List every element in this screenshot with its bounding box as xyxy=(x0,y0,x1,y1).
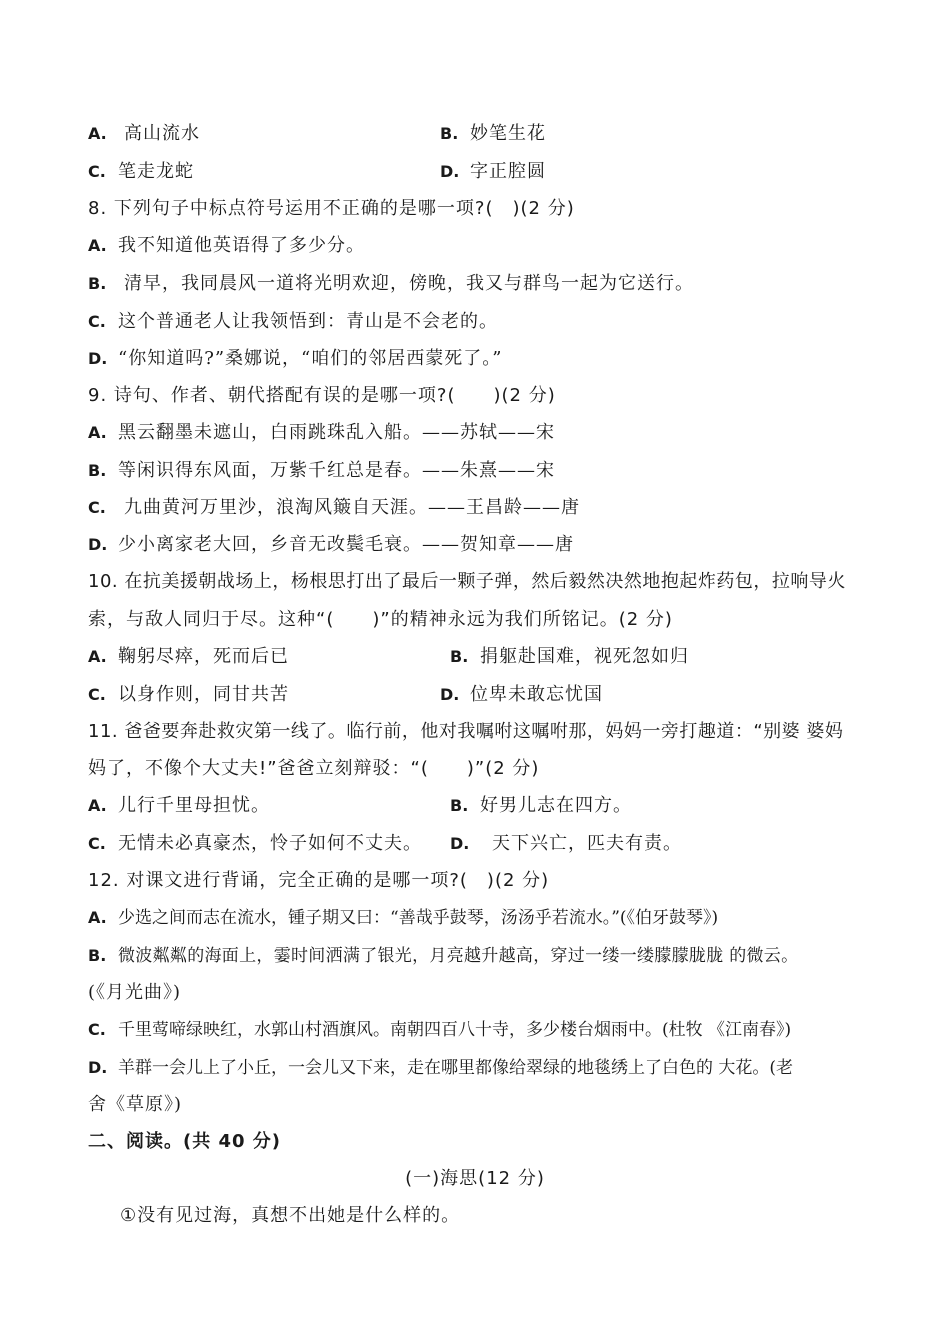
option-text: 位卑未敢忘忧国 xyxy=(470,684,603,705)
q11-stem-line2: 妈了，不像个大丈夫!”爸爸立刻辩驳：“( )”(2 分) xyxy=(88,758,540,779)
q10-option-a xyxy=(88,645,289,669)
option-text: 微波粼粼的海面上，霎时间洒满了银光，月亮越升越高，穿过一缕一缕朦朦胧胧 的微云。 xyxy=(118,946,799,966)
option-letter: B. xyxy=(450,647,469,666)
q8-option-b xyxy=(88,272,694,296)
option-text: 少小离家老大回，乡音无改鬓毛衰。——贺知章——唐 xyxy=(118,534,574,555)
option-letter: C. xyxy=(88,312,106,331)
option-letter: B. xyxy=(88,274,107,293)
option-letter: C. xyxy=(88,498,106,517)
passage-paragraph: ①没有见过海，真想不出她是什么样的。 xyxy=(120,1205,461,1226)
option-text: 羊群一会儿上了小丘，一会儿又下来，走在哪里都像给翠绿的地毯绣上了白色的 大花。(老 xyxy=(118,1058,794,1078)
option-text: 天下兴亡，匹夫有责。 xyxy=(492,833,682,854)
option-text: 这个普通老人让我领悟到：青山是不会老的。 xyxy=(118,311,498,332)
q7-option-d xyxy=(440,160,546,184)
q10-option-b xyxy=(450,645,689,669)
q8-stem: 8. 下列句子中标点符号运用不正确的是哪一项?( )(2 分) xyxy=(88,198,575,219)
option-letter: D. xyxy=(88,349,108,368)
q12-option-d-cont: 舍《草原》) xyxy=(88,1094,183,1115)
option-text: 笔走龙蛇 xyxy=(118,161,194,182)
option-text: 妙笔生花 xyxy=(470,123,546,144)
q12-option-b xyxy=(88,944,798,968)
q10-stem-line1: 10. 在抗美援朝战场上，杨根思打出了最后一颗子弹，然后毅然决然地抱起炸药包，拉响导火 xyxy=(88,571,846,592)
q12-option-d xyxy=(88,1056,793,1080)
q12-option-a xyxy=(88,906,718,930)
option-text: 等闲识得东风面，万紫千红总是春。——朱熹——宋 xyxy=(118,460,555,481)
option-text: 儿行千里母担忧。 xyxy=(118,795,270,816)
q8-option-c xyxy=(88,310,498,334)
option-letter: D. xyxy=(88,535,108,554)
option-letter: A. xyxy=(88,124,107,143)
option-letter: A. xyxy=(88,647,107,666)
q11-stem-line1: 11. 爸爸要奔赴救灾第一线了。临行前，他对我嘱咐这嘱咐那，妈妈一旁打趣道：“别婆 婆妈 xyxy=(88,721,844,742)
option-text: 黑云翻墨未遮山，白雨跳珠乱入船。——苏轼——宋 xyxy=(118,422,555,443)
option-letter: B. xyxy=(88,946,107,965)
option-text: 少选之间而志在流水，锺子期又曰：“善哉乎鼓琴，汤汤乎若流水。”(《伯牙鼓琴》) xyxy=(118,908,719,928)
option-text: 以身作则，同甘共苦 xyxy=(118,684,289,705)
option-text: 千里莺啼绿映红，水郭山村酒旗风。南朝四百八十寺，多少楼台烟雨中。(杜牧 《江南春》) xyxy=(118,1020,792,1040)
option-text: 高山流水 xyxy=(124,123,200,144)
q11-option-d xyxy=(450,832,682,856)
q11-option-a xyxy=(88,794,270,818)
q7-option-b xyxy=(440,122,546,146)
q12-option-c xyxy=(88,1018,791,1042)
q10-option-d xyxy=(440,683,603,707)
option-letter: C. xyxy=(88,1020,106,1039)
q9-option-a xyxy=(88,421,555,445)
q7-option-a xyxy=(88,122,200,146)
option-letter: C. xyxy=(88,685,106,704)
option-letter: A. xyxy=(88,908,107,927)
option-letter: A. xyxy=(88,236,107,255)
q12-option-b-cont: (《月光曲》) xyxy=(88,982,182,1003)
option-text: 字正腔圆 xyxy=(470,161,546,182)
q12-stem: 12. 对课文进行背诵，完全正确的是哪一项?( )(2 分) xyxy=(88,870,550,891)
option-text: 清早，我同晨风一道将光明欢迎，傍晚，我又与群鸟一起为它送行。 xyxy=(124,273,694,294)
section-title: 二、阅读。(共 40 分) xyxy=(88,1131,282,1152)
option-letter: D. xyxy=(88,1058,108,1077)
q11-option-b xyxy=(450,794,632,818)
option-text: 好男儿志在四方。 xyxy=(480,795,632,816)
option-letter: D. xyxy=(450,834,470,853)
q11-option-c xyxy=(88,832,422,856)
q9-option-d xyxy=(88,533,574,557)
q9-option-c xyxy=(88,496,580,520)
option-letter: A. xyxy=(88,423,107,442)
option-text: 无情未必真豪杰，怜子如何不丈夫。 xyxy=(118,833,422,854)
option-text: 我不知道他英语得了多少分。 xyxy=(118,235,365,256)
passage-title: (一)海思(12 分) xyxy=(405,1168,545,1189)
option-letter: D. xyxy=(440,162,460,181)
q7-option-c xyxy=(88,160,194,184)
option-letter: B. xyxy=(88,461,107,480)
q10-stem-line2: 索，与敌人同归于尽。这种“( )”的精神永远为我们所铭记。(2 分) xyxy=(88,609,673,630)
option-text: 九曲黄河万里沙，浪淘风簸自天涯。——王昌龄——唐 xyxy=(124,497,580,518)
option-text: 鞠躬尽瘁，死而后已 xyxy=(118,646,289,667)
option-text: 捐躯赴国难，视死忽如归 xyxy=(480,646,689,667)
option-letter: C. xyxy=(88,834,106,853)
q8-option-d xyxy=(88,347,502,371)
option-letter: A. xyxy=(88,796,107,815)
q9-stem: 9. 诗句、作者、朝代搭配有误的是哪一项?( )(2 分) xyxy=(88,385,556,406)
option-letter: D. xyxy=(440,685,460,704)
q10-option-c xyxy=(88,683,289,707)
option-letter: B. xyxy=(450,796,469,815)
option-text: “你知道吗?”桑娜说，“咱们的邻居西蒙死了。” xyxy=(118,348,503,369)
option-letter: C. xyxy=(88,162,106,181)
q9-option-b xyxy=(88,459,555,483)
q8-option-a xyxy=(88,234,365,258)
option-letter: B. xyxy=(440,124,459,143)
